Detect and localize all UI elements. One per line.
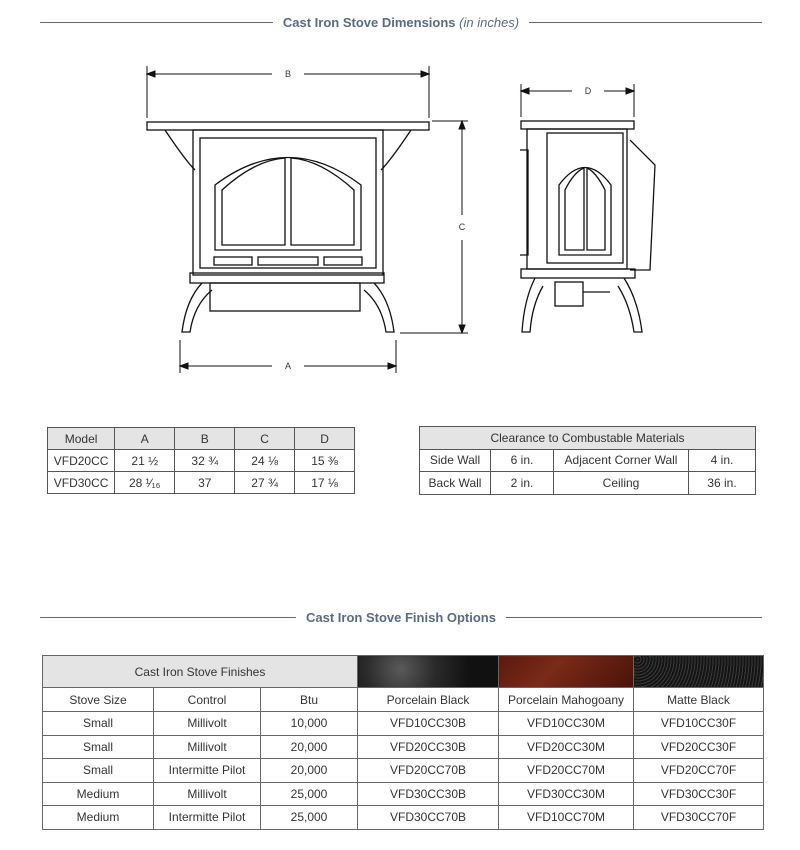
table-cell: 28 ¹⁄₁₆ [115,472,175,494]
header-matte-black: Matte Black [634,688,764,712]
dimensions-title: Cast Iron Stove Dimensions (in inches) [282,14,520,30]
finish-group-label: Cast Iron Stove Finishes [43,656,358,688]
table-row [43,782,764,806]
table-row [43,735,764,759]
table-cell: Side Wall [420,449,491,472]
stove-dimension-drawing [0,0,800,400]
clearance-table [419,426,756,495]
clearance-header-row [420,427,756,450]
table-cell: VFD30CC [48,472,115,494]
header-btu: Btu [261,688,358,712]
table-row [48,450,355,472]
table-cell: 25,000 [261,806,358,830]
finish-section-title [40,607,762,627]
header-control: Control [154,688,261,712]
table-cell: VFD10CC30F [634,712,764,736]
title-rule-right [506,617,762,618]
label-a: A [284,361,292,371]
header-a: A [115,428,175,450]
table-cell: VFD20CC [48,450,115,472]
table-cell: VFD10CC70M [499,806,634,830]
header-c: C [235,428,295,450]
table-cell: Medium [43,806,154,830]
table-cell: Intermitte Pilot [154,759,261,783]
table-cell: VFD20CC30M [499,735,634,759]
dimension-d-line [521,84,634,117]
table-cell: Millivolt [154,782,261,806]
finish-title: Cast Iron Stove Finish Options [306,609,496,625]
table-cell: Ceiling [554,472,689,495]
table-cell: 20,000 [261,759,358,783]
table-cell: 32 ¾ [175,450,235,472]
table-cell: Medium [43,782,154,806]
finish-group-row [43,656,764,688]
swatch-porcelain-black [358,656,499,688]
dimensions-header-row [48,428,355,450]
table-cell: VFD30CC70F [634,806,764,830]
table-cell: Back Wall [420,472,491,495]
label-d: D [584,86,592,96]
table-cell: Millivolt [154,712,261,736]
table-cell: Adjacent Corner Wall [554,449,689,472]
header-porcelain-mahogany: Porcelain Mahogoany [499,688,634,712]
header-stove-size: Stove Size [43,688,154,712]
header-porcelain-black: Porcelain Black [358,688,499,712]
table-cell: VFD20CC30F [634,735,764,759]
table-cell: 20,000 [261,735,358,759]
clearance-title: Clearance to Combustable Materials [420,427,756,450]
dimensions-unit-note: (in inches) [459,14,520,30]
table-cell: 27 ¾ [235,472,295,494]
dimensions-table [47,427,355,494]
table-cell: VFD30CC30B [358,782,499,806]
table-cell: VFD10CC30B [358,712,499,736]
table-cell: 24 ⅛ [235,450,295,472]
table-cell: 15 ⅜ [295,450,355,472]
table-row [43,759,764,783]
table-cell: VFD10CC30M [499,712,634,736]
table-cell: VFD30CC30F [634,782,764,806]
table-cell: 36 in. [689,472,756,495]
header-d: D [295,428,355,450]
table-cell: VFD30CC30M [499,782,634,806]
table-cell: 10,000 [261,712,358,736]
stove-front-view [147,122,429,332]
table-cell: 37 [175,472,235,494]
table-cell: VFD20CC70M [499,759,634,783]
table-cell: VFD20CC70B [358,759,499,783]
table-cell: 21 ½ [115,450,175,472]
table-row [48,472,355,494]
table-cell: 4 in. [689,449,756,472]
swatch-matte-black [634,656,764,688]
header-model: Model [48,428,115,450]
label-c: C [458,222,466,232]
table-cell: Millivolt [154,735,261,759]
finish-table [42,655,764,830]
title-rule-left [40,617,296,618]
table-cell: Intermitte Pilot [154,806,261,830]
finish-header-row [43,688,764,712]
table-row [43,712,764,736]
table-cell: 17 ⅛ [295,472,355,494]
table-cell: 6 in. [491,449,554,472]
table-cell: 25,000 [261,782,358,806]
table-cell: Small [43,712,154,736]
table-cell: Small [43,735,154,759]
table-cell: VFD20CC30B [358,735,499,759]
table-row [420,449,756,472]
table-cell: Small [43,759,154,783]
table-cell: VFD30CC70B [358,806,499,830]
table-cell: VFD20CC70F [634,759,764,783]
table-row [43,806,764,830]
swatch-porcelain-mahogany [499,656,634,688]
table-row [420,472,756,495]
header-b: B [175,428,235,450]
label-b: B [284,69,292,79]
stove-side-view [520,121,655,332]
table-cell: 2 in. [491,472,554,495]
